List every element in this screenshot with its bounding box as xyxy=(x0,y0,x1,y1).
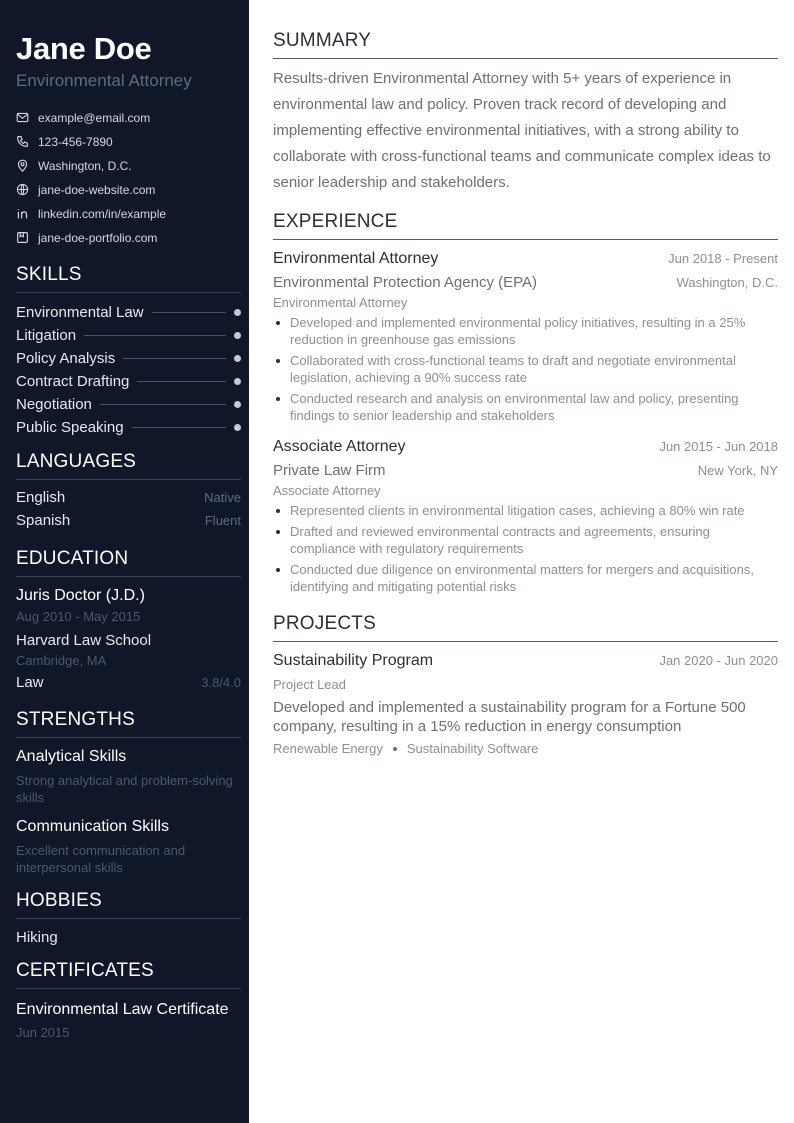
job-role: Environmental Attorney xyxy=(273,295,408,310)
contact-website-text: jane-doe-website.com xyxy=(38,182,156,197)
job-bullets xyxy=(273,502,778,595)
job-company-row xyxy=(273,268,778,291)
phone-icon xyxy=(16,135,29,148)
contact-email[interactable] xyxy=(16,106,241,130)
contact-website[interactable] xyxy=(16,178,241,202)
skill-label: Litigation xyxy=(16,326,77,344)
language-level: Native xyxy=(204,489,241,505)
contact-email-text: example@email.com xyxy=(38,110,151,125)
skills-list xyxy=(16,301,241,439)
experience-heading: EXPERIENCE xyxy=(273,211,778,240)
skill-dot xyxy=(234,355,241,362)
education-heading: EDUCATION xyxy=(16,548,241,577)
job-bullets xyxy=(273,314,778,424)
project-tag: Renewable Energy xyxy=(273,741,383,756)
skill-dot xyxy=(234,309,241,316)
candidate-title: Environmental Attorney xyxy=(16,71,192,91)
job-header xyxy=(273,438,778,456)
hobbies-heading: HOBBIES xyxy=(16,890,241,919)
skill-item xyxy=(16,347,241,370)
contact-list xyxy=(16,106,241,250)
language-name: English xyxy=(16,488,66,506)
skill-item xyxy=(16,416,241,439)
job-company: Environmental Protection Agency (EPA) xyxy=(273,274,538,291)
job-location: Washington, D.C. xyxy=(676,275,778,290)
education-field: Law xyxy=(16,673,44,691)
project-tag: Sustainability Software xyxy=(406,741,539,756)
strength-desc: Strong analytical and problem-solving skills xyxy=(16,772,233,805)
globe-icon xyxy=(16,183,29,196)
skill-dot xyxy=(234,378,241,385)
location-icon xyxy=(16,159,29,172)
language-name: Spanish xyxy=(16,511,71,529)
tag-separator xyxy=(393,747,397,751)
strength-desc: Excellent communication and interpersonal skills xyxy=(16,842,186,875)
job-company-row xyxy=(273,456,778,479)
certificate-entry xyxy=(16,999,241,1040)
project-description: Developed and implemented a sustainability program for a Fortune 500 company, resulting in a 15% reduction in energy consumption xyxy=(273,699,746,735)
education-location: Cambridge, MA xyxy=(16,652,107,668)
job-bullet: Collaborated with cross-functional teams to draft and negotiate environmental legislation, achieving a 90% success rate xyxy=(273,352,778,386)
job-location: New York, NY xyxy=(697,463,778,478)
job-bullet: Represented clients in environmental litigation cases, achieving a 80% win rate xyxy=(273,502,778,519)
education-dates: Aug 2010 - May 2015 xyxy=(16,608,141,624)
skill-label: Negotiation xyxy=(16,395,92,413)
summary-heading: SUMMARY xyxy=(273,30,778,59)
contact-location-text: Washington, D.C. xyxy=(38,158,132,173)
experience-entry xyxy=(273,250,778,424)
job-bullet: Drafted and reviewed environmental contracts and agreements, ensuring compliance with regulatory requirements xyxy=(273,523,778,557)
skill-divider xyxy=(100,404,226,405)
education-field-row xyxy=(16,674,241,691)
skill-dot xyxy=(234,401,241,408)
hobby-item: Hiking xyxy=(16,928,58,946)
contact-phone[interactable] xyxy=(16,130,241,154)
job-company: Private Law Firm xyxy=(273,462,386,479)
skills-heading: SKILLS xyxy=(16,264,241,293)
job-role: Associate Attorney xyxy=(273,483,381,498)
certificates-heading: CERTIFICATES xyxy=(16,960,241,989)
contact-phone-text: 123-456-7890 xyxy=(38,134,113,149)
skill-item xyxy=(16,393,241,416)
skill-divider xyxy=(137,381,226,382)
job-bullet: Conducted research and analysis on environmental law and policy, presenting findings to senior leadership and stakeholders xyxy=(273,390,778,424)
languages-heading: LANGUAGES xyxy=(16,451,241,480)
contact-linkedin-text: linkedin.com/in/example xyxy=(38,206,167,221)
project-header xyxy=(273,652,778,670)
linkedin-icon xyxy=(16,207,29,220)
job-bullet: Developed and implemented environmental policy initiatives, resulting in a 25% reduction in greenhouse gas emissions xyxy=(273,314,778,348)
portfolio-icon xyxy=(16,231,29,244)
skill-divider xyxy=(132,427,226,428)
language-item xyxy=(16,486,241,509)
experience-entry xyxy=(273,438,778,595)
job-bullet: Conducted due diligence on environmental matters for mergers and acquisitions, identifying and mitigating potential risks xyxy=(273,561,778,595)
strength-title: Communication Skills xyxy=(16,817,169,835)
project-entry xyxy=(273,652,778,756)
project-name: Sustainability Program xyxy=(273,652,434,669)
certificate-name: Environmental Law Certificate xyxy=(16,1000,229,1018)
skill-divider xyxy=(123,358,226,359)
job-dates: Jun 2018 - Present xyxy=(668,251,778,266)
strengths-list xyxy=(16,748,241,876)
mail-icon xyxy=(16,111,29,124)
project-role: Project Lead xyxy=(273,677,346,692)
education-degree: Juris Doctor (J.D.) xyxy=(16,586,145,604)
summary-text: Results-driven Environmental Attorney with 5+ years of experience in environmental law and policy. Proven track record of developing and implementing effective environmental initiatives, with a strong ability to collaborate with cross-functional teams and communicate complex ideas to senior leadership and stakeholders. xyxy=(273,70,771,191)
skill-label: Contract Drafting xyxy=(16,372,130,390)
skill-label: Policy Analysis xyxy=(16,349,116,367)
skill-label: Public Speaking xyxy=(16,418,124,436)
languages-list xyxy=(16,486,241,532)
education-school: Harvard Law School xyxy=(16,631,152,649)
project-tags xyxy=(273,741,778,756)
skill-item xyxy=(16,370,241,393)
certificate-date: Jun 2015 xyxy=(16,1024,70,1040)
skill-label: Environmental Law xyxy=(16,303,144,321)
contact-portfolio-text: jane-doe-portfolio.com xyxy=(38,230,158,245)
skill-divider xyxy=(152,312,226,313)
contact-linkedin[interactable] xyxy=(16,202,241,226)
strengths-heading: STRENGTHS xyxy=(16,709,241,738)
contact-portfolio[interactable] xyxy=(16,226,241,250)
sidebar xyxy=(0,0,249,1123)
job-header xyxy=(273,250,778,268)
job-title: Environmental Attorney xyxy=(273,250,439,267)
candidate-name: Jane Doe xyxy=(16,31,152,66)
strength-title: Analytical Skills xyxy=(16,747,127,765)
skill-divider xyxy=(84,335,226,336)
job-title: Associate Attorney xyxy=(273,438,406,455)
project-dates: Jan 2020 - Jun 2020 xyxy=(659,653,778,668)
education-gpa: 3.8/4.0 xyxy=(201,674,241,690)
main-content xyxy=(249,0,794,1123)
skill-item xyxy=(16,324,241,347)
language-level: Fluent xyxy=(204,512,241,528)
job-dates: Jun 2015 - Jun 2018 xyxy=(659,439,778,454)
skill-dot xyxy=(234,332,241,339)
skill-item xyxy=(16,301,241,324)
language-item xyxy=(16,509,241,532)
skill-dot xyxy=(234,424,241,431)
contact-location xyxy=(16,154,241,178)
education-entry xyxy=(16,587,241,691)
projects-heading: PROJECTS xyxy=(273,613,778,642)
